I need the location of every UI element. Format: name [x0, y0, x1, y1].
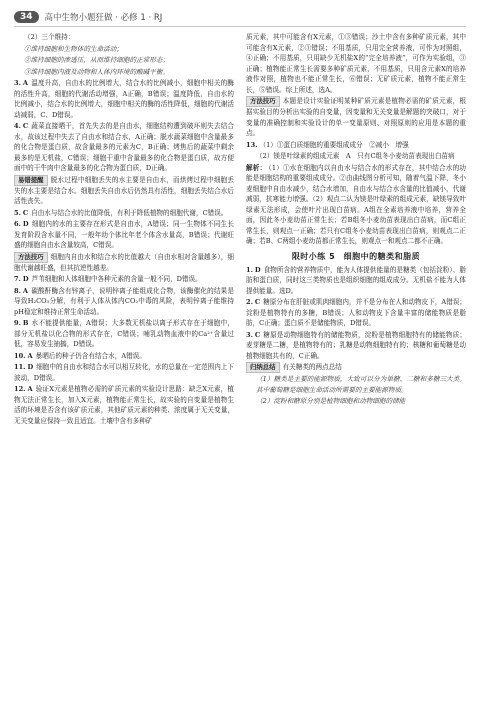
item-number: 6. — [14, 220, 21, 228]
answer-item — [14, 78, 234, 120]
item-number: 7. — [14, 275, 21, 283]
item-text: 糖原分布在肝脏或肌肉细胞内，并不是分布在人和动物皮下，A错误；淀粉是植物特有的多糖，B错误；人和动物皮下含量丰富的储能物质是脂肪，C正确；蛋白质不是储能物质，D错误。 — [246, 298, 466, 327]
page-header — [14, 8, 466, 27]
paragraph-text: （1）糖类是主要的能源物质，大致可以分为单糖、二糖和多糖三大类。其中葡萄糖是细胞生命活动所需要的主要能源物质。 — [256, 375, 466, 394]
paragraph-text: ①维持细胞和生物体的生命活动； — [24, 44, 123, 53]
answer-letter: D — [22, 275, 29, 283]
right-column — [246, 32, 466, 705]
item-text: 芦苇细胞和人体细胞中各种元素的含量一般不同，D错误。 — [31, 275, 202, 283]
paragraph — [246, 396, 466, 407]
item-number: 8. — [14, 286, 21, 295]
answer-letter: D — [27, 363, 34, 371]
item-text: （1）①蛋白质细胞的重要组成成分 ②减小 增强 — [259, 140, 409, 149]
answer-item — [14, 351, 234, 362]
paragraph-text: ③维持细胞内液及动物和人体内环境的酸碱平衡。 — [24, 67, 170, 76]
item-text: 食物所含的营养物质中，能为人体提供能量的是糖类（包括淀粉）、脂肪和蛋白质，同时这三类物质也是组织细胞的组成成分。无机盐不能为人体提供能量。选D。 — [246, 265, 466, 295]
answer-letter: A — [22, 79, 29, 87]
tip-text: 脱水过程中细胞丢失的水主要是自由水，而烘烤过程中细胞丢失的水主要是结合水。细胞丢失自由水后仍然具有活性，细胞丢失结合水后活性丧失。 — [14, 175, 234, 205]
answer-item — [14, 318, 234, 350]
answer-item — [246, 297, 466, 329]
tip-label: 归纳总结 — [246, 362, 280, 373]
answer-letter: A — [27, 385, 33, 393]
tip-text: 有关糖类的两点总结 — [282, 363, 342, 371]
page-body — [14, 32, 466, 705]
answer-item — [14, 219, 234, 251]
tip-paragraph — [246, 96, 466, 139]
answer-item — [14, 286, 234, 318]
left-column — [14, 32, 234, 705]
section-title: 限时小练 5 细胞中的糖类和脂质 — [291, 251, 421, 261]
paragraph — [246, 374, 466, 395]
answer-letter: D — [22, 220, 29, 228]
item-number: 9. — [14, 319, 21, 327]
item-number: 3. — [14, 79, 21, 87]
paragraph — [14, 44, 234, 55]
answer-item — [246, 163, 466, 247]
tip-label: 方法技巧 — [246, 96, 280, 107]
answer-letter: B — [22, 319, 29, 327]
tip-label: 方法技巧 — [14, 252, 48, 263]
paragraph-text: ②维持细胞的渗透压，从而维持细胞的正常形态； — [24, 56, 170, 64]
answer-letter: D — [254, 265, 261, 274]
answer-item — [14, 274, 234, 285]
tip-paragraph — [14, 252, 234, 274]
item-number: 2. — [246, 298, 253, 306]
item-text: 细胞内的水的主要存在形式是自由水，A错误；同一生物体不同生长发育阶段含水量不同，一般年幼个体比年老个体含水量高，B错误；代谢旺盛的细胞自由水含量较高，C错误。 — [14, 220, 234, 249]
item-number: 13. — [246, 140, 258, 149]
tip-text: 本题是设计实验证明某种矿质元素是植物必需的矿质元素，根据实验目的分析出实验的自变量，因变量和无关变量是解题的突破口，对于变量的准确控制和实验设计的单一变量原则、对照原则的应用是本题的重点。 — [246, 97, 466, 137]
answer-letter: A — [22, 286, 29, 295]
answer-letter: A — [27, 351, 33, 360]
item-text: 暴晒后的种子仍含有结合水，A错误。 — [35, 351, 146, 360]
item-text: 验证X元素是植物必需的矿质元素的实验设计思路：缺乏X元素，植物无法正常生长，加入X元素，植物能正常生长，故实验的自变量是植物生活的环境是否含有该矿质元素，其他矿质元素的种类、浓度属于无关变量，无关变量应保持一致且适宜。土壤中含有多种矿 — [14, 385, 234, 425]
answer-letter: C — [254, 330, 261, 339]
item-text: 蔬菜直接晒干，首先失去的是自由水，细胞结构遭到破坏则失去结合水，故该过程中失去了自由水和结合水，A正确；脱水蔬菜细胞中含量最多的化合物是蛋白质，故含量最多的元素为C，B正确；烤焦后的蔬菜中剩余最多的是无机盐，C错误；细胞干重中含量最多的化合物是蛋白质，故方便面中的干牛肉中含量最多的化合物为蛋白质，D正确。 — [14, 122, 234, 172]
answer-item — [14, 208, 234, 219]
paragraph — [14, 55, 234, 66]
item-number: 解析： — [246, 163, 267, 172]
answer-item — [246, 330, 466, 362]
item-number: 10. — [14, 351, 26, 360]
tip-label: 易错提醒 — [14, 175, 48, 186]
item-text: 自由水与结合水的比值降低，有利于降低植物的细胞代谢，C错误。 — [31, 208, 228, 217]
answer-item — [246, 265, 466, 297]
item-text: 碳酸酐酶含有锌离子，说明锌离子能组成化合物，该酶催化的结果是导致H₂CO₃分解，有利于人体从体内CO₂中毒的风险，表明锌离子能维持pH稳定和维持正常生命活动。 — [14, 286, 234, 316]
item-number: 12. — [14, 385, 26, 393]
tip-paragraph — [246, 362, 466, 373]
tip-text: 细胞内自由水和结合水的比值越大（自由水相对含量越多），细胞代谢越旺盛，但其抗逆性越差。 — [14, 252, 234, 272]
paragraph-text: （2）淀粉和糖原分别是植物细胞和动物细胞的储能 — [256, 397, 406, 405]
answer-letter: C — [22, 122, 29, 130]
item-text: 细胞中的自由水和结合水可以相互转化，水的总量在一定范围内上下波动，D错误。 — [14, 363, 234, 382]
paragraph-text: 质元素，其中可能含有X元素，①③错误；沙土中含有多种矿质元素，其中可能含有X元素，②③错误；不用基质，只用完全营养液，可作为对照组，④正确；不用基质，只用缺少无机盐X的“完全培养液”，可作为实验组，③正确；植物能正常生长需要多种矿质元素，不用基质，只用含元素X的培养液作对照，植物也不能正常生长，⑥错误；无矿质元素，植物不能正常生长，⑤错误。综上所述，选A。 — [246, 33, 466, 94]
paragraph — [246, 32, 466, 95]
tip-paragraph — [14, 175, 234, 207]
paragraph — [246, 151, 466, 162]
item-text: 糖原是动物细胞特有的储能物质，淀粉是植物细胞特有的储能物质；麦芽糖是二糖，是植物特有的；乳糖是动物细胞特有的；核糖和葡萄糖是动植物细胞共有的，C正确。 — [246, 330, 466, 360]
page-number: 34 — [14, 11, 39, 23]
answer-item — [246, 140, 466, 151]
book-title: 高中生物小题狂做 · 必修 1 · RJ — [44, 13, 163, 23]
item-number: 3. — [246, 330, 253, 339]
answer-item — [14, 384, 234, 426]
answer-item — [14, 362, 234, 383]
item-number: 11. — [14, 363, 26, 371]
answer-letter: C — [254, 298, 261, 306]
answer-item — [14, 121, 234, 174]
paragraph-text: （2）镁是叶绿素的组成元素 A 只有C组冬小麦幼苗表现出白苗病 — [256, 152, 455, 160]
paragraph — [14, 32, 234, 43]
item-text: 温度升高，自由水的比例增大，结合水的比例减小，细胞中相关的酶的活性升高，细胞的代谢活动增强，A正确，B错误；温度降低，自由水的比例减小，结合水的比例增大，细胞中相关的酶的活性降低，细胞的代谢活动减弱，C、D错误。 — [14, 79, 234, 119]
item-number: 5. — [14, 208, 21, 217]
paragraph-text: （2）三个维持： — [24, 33, 75, 41]
paragraph — [14, 67, 234, 78]
item-number: 4. — [14, 122, 21, 130]
item-text: （1）①水在细胞内以自由水与结合水的形式存在，其中结合水的功能是细胞结构的重要组成成分。②由曲线图分析可知，随着气温下降，冬小麦细胞中自由水减少，结合水增加，自由水与结合水含量的比值减小，代谢减弱，抗寒能力增强。（2）观点二认为镁是叶绿素的组成元素，缺镁导致叶绿素无法形成，会使叶片出现白苗病。A组在全素培养液中培养，营养全面，因此冬小麦幼苗正常生长；若B组冬小麦幼苗表现出白苗病，而C组正常生长，则观点一正确；若只有C组冬小麦幼苗表现出白苗病，则观点二正确；若B、C两组小麦幼苗都正常生长，则观点一和观点二都不正确。 — [246, 163, 466, 245]
item-text: 水不能提供能量，A错误；大多数无机盐以离子形式存在于细胞中，部分无机盐以化合物的形式存在，C错误；哺乳动物血液中的Ca²⁺含量过低，容易发生抽搐，D错误。 — [14, 319, 234, 348]
item-number: 1. — [246, 265, 253, 274]
answer-letter: C — [22, 208, 29, 217]
